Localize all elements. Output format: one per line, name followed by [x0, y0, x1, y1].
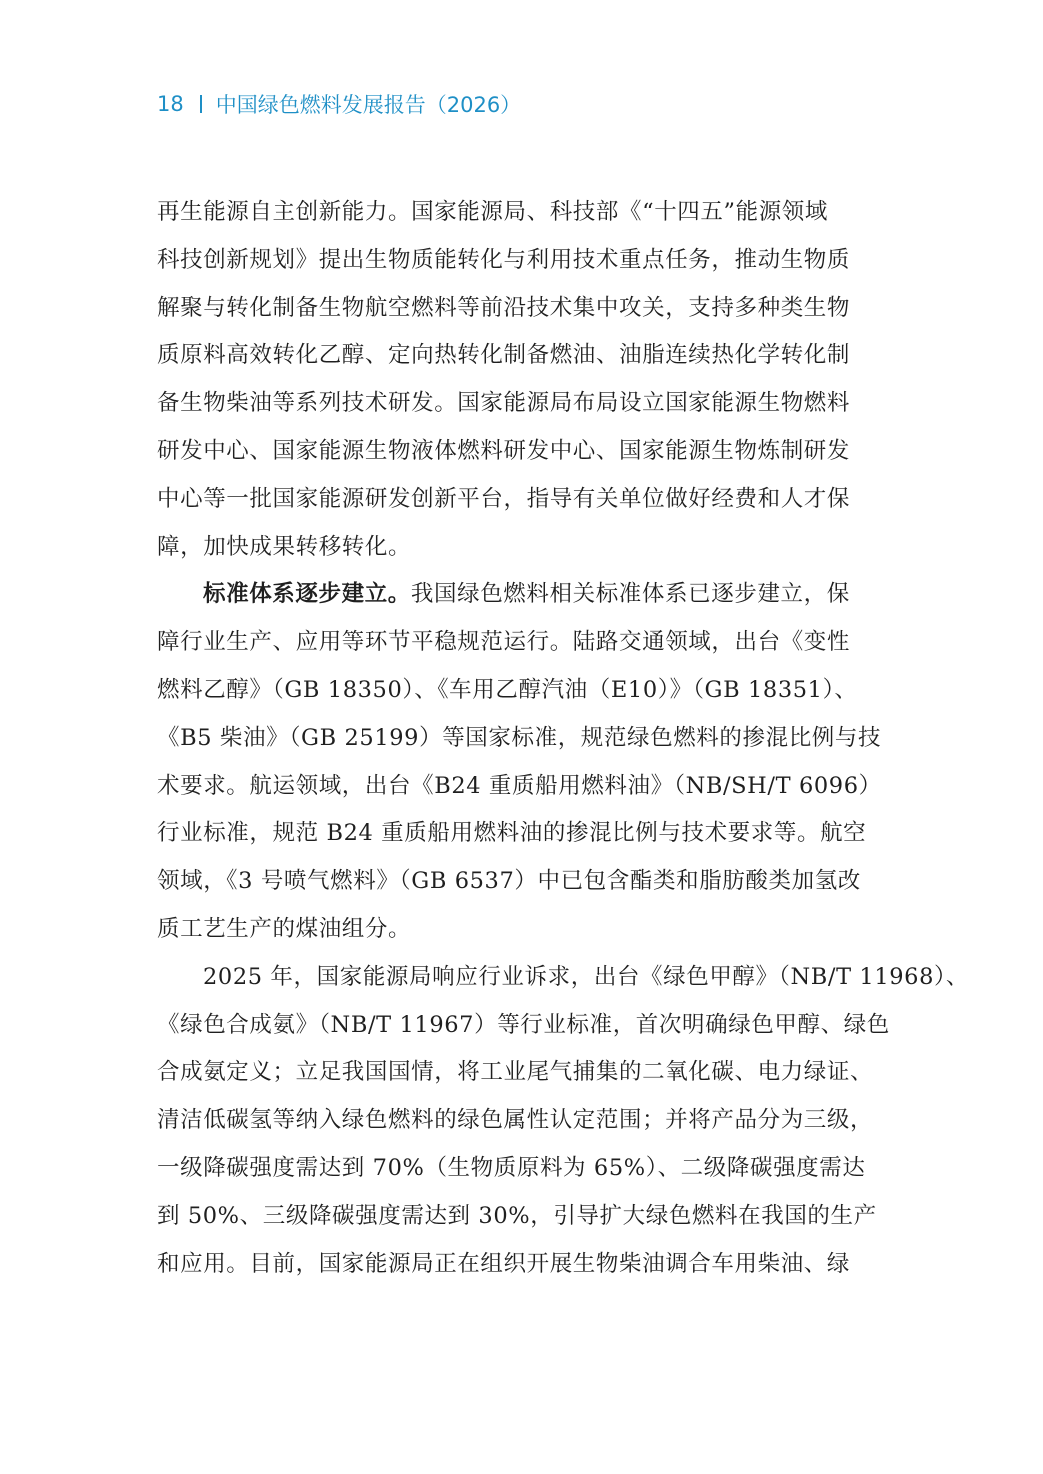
page-header [157, 88, 521, 120]
report-title: 中国绿色燃料发展报告（2026） [215, 93, 522, 117]
text-line: 领域，《3 号喷气燃料》（GB 6537）中已包含酯类和脂肪酸类加氢改 [157, 868, 861, 895]
text-line: 《B5 柴油》（GB 25199）等国家标准，规范绿色燃料的掺混比例与技 [157, 724, 882, 751]
body-text [157, 189, 969, 1288]
text-line: 术要求。航运领域，出台《B24 重质船用燃料油》（NB/SH/T 6096） [157, 772, 882, 799]
text-line: 《绿色合成氨》（NB/T 11967）等行业标准，首次明确绿色甲醇、绿色 [157, 1011, 890, 1038]
paragraph-first-line: 2025 年，国家能源局响应行业诉求，出台《绿色甲醇》（NB/T 11968）、 [203, 963, 969, 990]
text-line: 障，加快成果转移转化。 [157, 533, 412, 560]
text-line: 清洁低碳氢等纳入绿色燃料的绿色属性认定范围；并将产品分为三级， [157, 1107, 874, 1134]
text-line: 障行业生产、应用等环节平稳规范运行。陆路交通领域，出台《变性 [157, 629, 851, 656]
text-line: 行业标准，规范 B24 重质船用燃料油的掺混比例与技术要求等。航空 [157, 820, 867, 847]
page-number: 18 [157, 92, 184, 116]
text-line: 一级降碳强度需达到 70%（生物质原料为 65%）、二级降碳强度需达 [157, 1154, 866, 1181]
text-line: 质工艺生产的煤油组分。 [157, 915, 412, 942]
text-line: 燃料乙醇》（GB 18350）、《车用乙醇汽油（E10）》（GB 18351）、 [157, 676, 858, 703]
text-line: 质原料高效转化乙醇、定向热转化制备燃油、油脂连续热化学转化制 [157, 342, 851, 369]
text-line: 合成氨定义；立足我国国情，将工业尾气捕集的二氧化碳、电力绿证、 [157, 1059, 874, 1086]
section-heading: 标准体系逐步建立。 [203, 581, 411, 608]
header-separator [200, 95, 202, 113]
text-line: 和应用。目前，国家能源局正在组织开展生物柴油调合车用柴油、绿 [157, 1250, 851, 1277]
text-line: 研发中心、国家能源生物液体燃料研发中心、国家能源生物炼制研发 [157, 437, 851, 464]
text-line: 科技创新规划》提出生物质能转化与利用技术重点任务，推动生物质 [157, 246, 851, 273]
text-line: 备生物柴油等系列技术研发。国家能源局布局设立国家能源生物燃料 [157, 390, 851, 417]
text-line: 到 50%、三级降碳强度需达到 30%，引导扩大绿色燃料在我国的生产 [157, 1202, 877, 1229]
text-line: 中心等一批国家能源研发创新平台，指导有关单位做好经费和人才保 [157, 485, 851, 512]
paragraph-first-line [157, 571, 887, 619]
text-line: 再生能源自主创新能力。国家能源局、科技部《“十四五”能源领域 [157, 199, 829, 225]
text-line: 解聚与转化制备生物航空燃料等前沿技术集中攻关，支持多种类生物 [157, 294, 851, 321]
text-run: 我国绿色燃料相关标准体系已逐步建立，保 [410, 581, 850, 608]
